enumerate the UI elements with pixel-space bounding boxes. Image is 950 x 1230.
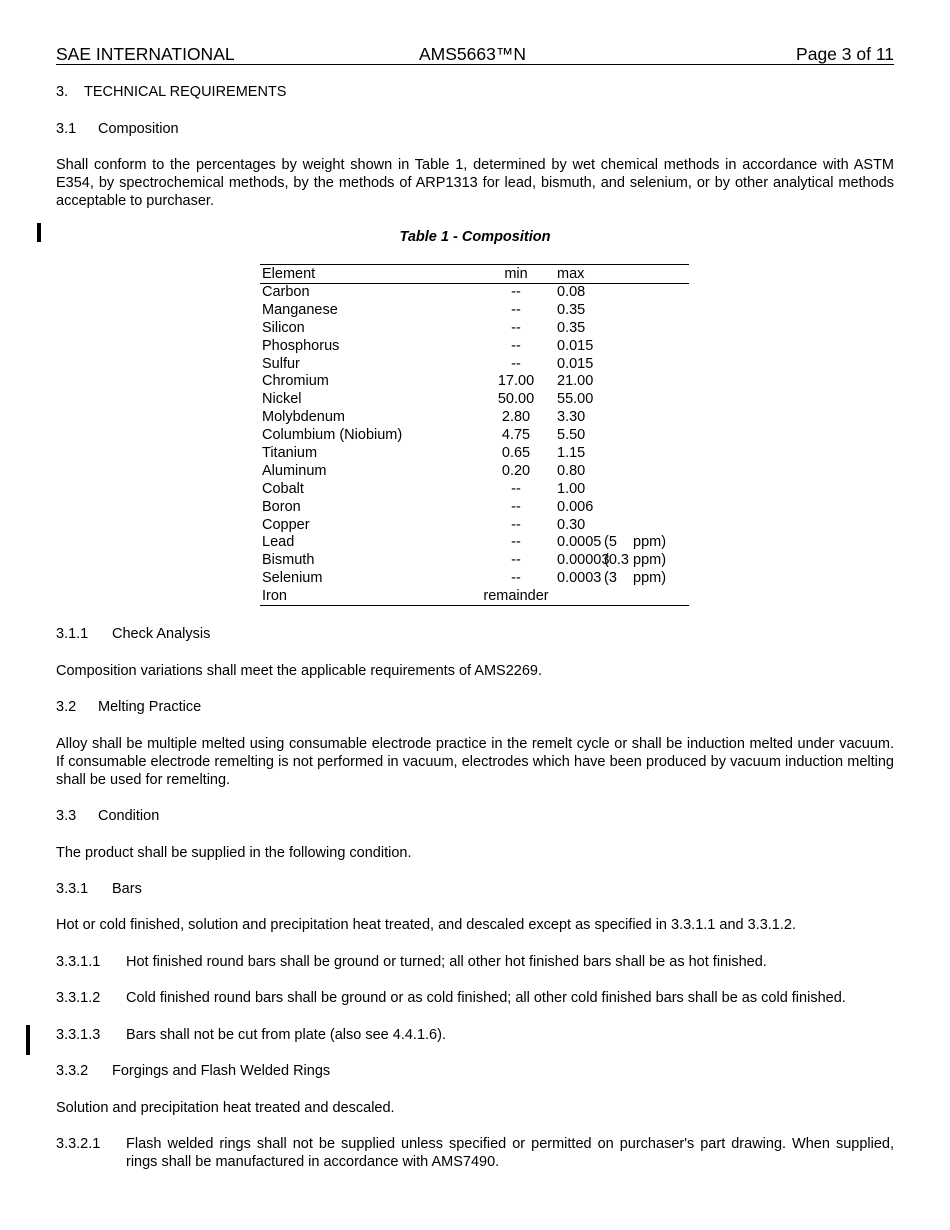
section-3-1-1-title: Check Analysis	[112, 626, 211, 642]
table-cell-max: 0.35	[557, 319, 586, 336]
table-cell-min: remainder	[483, 588, 549, 605]
table-header-element: Element	[262, 266, 316, 282]
section-3-3-1-title: Bars	[112, 881, 142, 897]
section-3-3-1-3-number: 3.3.1.3	[56, 1027, 101, 1043]
table-row	[260, 499, 689, 517]
table-cell-element: Aluminum	[262, 462, 327, 479]
table-row	[260, 338, 689, 356]
table-row	[260, 409, 689, 427]
table-row	[260, 373, 689, 391]
section-3-3-1-number: 3.3.1	[56, 881, 89, 897]
section-3-number: 3.	[56, 84, 69, 100]
table-cell-min: 4.75	[501, 427, 531, 444]
table-cell-element: Bismuth	[262, 552, 315, 569]
table-cell-ppm: (3 ppm)	[604, 570, 667, 587]
table-cell-max: 55.00	[557, 391, 594, 408]
section-3-3-2-title: Forgings and Flash Welded Rings	[112, 1063, 331, 1079]
table-cell-max: 1.00	[557, 480, 586, 497]
section-3-3-2-number: 3.3.2	[56, 1063, 89, 1079]
table-row	[260, 427, 689, 445]
table-cell-element: Columbium (Niobium)	[262, 427, 403, 444]
table-cell-max: 3.30	[557, 409, 586, 426]
table-cell-ppm: (0.3 ppm)	[604, 552, 667, 569]
table-cell-max: 0.30	[557, 516, 586, 533]
table-cell-min: --	[511, 284, 521, 300]
table-row	[260, 356, 689, 374]
table-cell-max: 21.00	[557, 373, 594, 390]
header-page-number: Page 3 of 11	[796, 44, 894, 64]
table-top-rule	[260, 264, 689, 265]
table-row	[260, 570, 689, 588]
table-cell-element: Carbon	[262, 284, 310, 300]
table-row	[260, 534, 689, 552]
table-header-min: min	[504, 266, 528, 282]
section-3-3-2-text: Solution and precipitation heat treated and descaled.	[56, 1100, 395, 1116]
table-cell-min: --	[511, 516, 521, 533]
section-3-2-text: Alloy shall be multiple melted using consumable electrode practice in the remelt cycle or shall be induction melted under vacuum. If consumable electrode remelting is not performed in vacuum, electrodes which have been produced by vacuum induction melting shall be used for remelting.	[56, 736, 894, 788]
table-cell-min: 50.00	[497, 391, 535, 408]
table-cell-max: 0.35	[557, 301, 586, 318]
section-3-3-1-1-text: Hot finished round bars shall be ground or turned; all other hot finished bars shall be as hot finished.	[126, 954, 767, 970]
table-row	[260, 517, 689, 535]
section-3-3-1-text: Hot or cold finished, solution and precipitation heat treated, and descaled except as specified in 3.3.1.1 and 3.3.1.2.	[56, 917, 796, 933]
table-cell-element: Sulfur	[262, 355, 300, 372]
table-cell-element: Molybdenum	[262, 409, 346, 426]
table-cell-max: 1.15	[557, 445, 586, 462]
table-row	[260, 481, 689, 499]
table-cell-min: --	[511, 552, 521, 569]
section-3-1-1-text: Composition variations shall meet the applicable requirements of AMS2269.	[56, 663, 543, 679]
table-cell-element: Lead	[262, 534, 295, 551]
table-cell-min: --	[511, 570, 521, 587]
table-row	[260, 463, 689, 481]
table-cell-max: 0.015	[557, 337, 594, 354]
table-cell-element: Iron	[262, 588, 287, 605]
table-cell-min: --	[511, 355, 521, 372]
table-cell-max: 5.50	[557, 427, 586, 444]
section-3-3-title: Condition	[98, 808, 160, 824]
table-cell-element: Boron	[262, 498, 301, 515]
section-3-2-number: 3.2	[56, 699, 77, 715]
table-row	[260, 588, 689, 606]
table-row	[260, 284, 689, 302]
table-row	[260, 320, 689, 338]
table-row	[260, 552, 689, 570]
table-cell-element: Phosphorus	[262, 337, 340, 354]
composition-table-body	[260, 284, 689, 606]
table-cell-element: Titanium	[262, 445, 318, 462]
revision-change-bar	[26, 1025, 30, 1055]
section-3-3-1-2-number: 3.3.1.2	[56, 990, 101, 1006]
section-3-3-text: The product shall be supplied in the following condition.	[56, 845, 412, 861]
table-cell-max: 0.08	[557, 284, 586, 300]
table-cell-ppm: (5 ppm)	[604, 534, 667, 551]
table-cell-min: --	[511, 337, 521, 354]
table-cell-element: Chromium	[262, 373, 329, 390]
table-cell-element: Copper	[262, 516, 310, 533]
section-3-3-1-2-text: Cold finished round bars shall be ground or as cold finished; all other cold finished bars shall be as cold finished.	[126, 990, 846, 1006]
section-3-1-1-number: 3.1.1	[56, 626, 89, 642]
table-cell-max: 0.00003	[557, 552, 610, 569]
table-cell-min: 0.65	[501, 445, 531, 462]
table-cell-max: 0.80	[557, 462, 586, 479]
section-3-1-text: Shall conform to the percentages by weight shown in Table 1, determined by wet chemical methods in accordance with ASTM E354, by spectrochemical methods, by the methods of ARP1313 for lead, bismuth, and selenium, or by other analytical methods acceptable to purchaser.	[56, 157, 894, 209]
table-caption: Table 1 - Composition	[399, 229, 551, 245]
table-cell-min: 2.80	[501, 409, 531, 426]
header-organization: SAE INTERNATIONAL	[56, 44, 235, 64]
table-header-row	[260, 266, 689, 283]
table-row	[260, 445, 689, 463]
table-cell-element: Selenium	[262, 570, 323, 587]
section-3-2-title: Melting Practice	[98, 699, 202, 715]
table-cell-min: 0.20	[501, 462, 531, 479]
table-row	[260, 302, 689, 320]
table-cell-element: Manganese	[262, 301, 338, 318]
table-cell-min: 17.00	[497, 373, 535, 390]
table-cell-min: --	[511, 301, 521, 318]
table-cell-max: 0.0003	[557, 570, 602, 587]
section-3-1-number: 3.1	[56, 121, 77, 137]
table-cell-element: Cobalt	[262, 480, 304, 497]
section-3-3-1-1-number: 3.3.1.1	[56, 954, 101, 970]
table-cell-element: Nickel	[262, 391, 302, 408]
table-row	[260, 391, 689, 409]
table-cell-min: --	[511, 319, 521, 336]
section-3-3-2-1-text: Flash welded rings shall not be supplied unless specified or permitted on purchaser's part drawing. When supplied, rings shall be manufactured in accordance with AMS7490.	[126, 1136, 894, 1170]
page-header	[56, 44, 894, 65]
header-document-number: AMS5663™N	[419, 44, 526, 64]
section-3-3-2-1-number: 3.3.2.1	[56, 1136, 101, 1152]
table-bottom-rule	[260, 605, 689, 606]
section-3-3-number: 3.3	[56, 808, 77, 824]
table-cell-min: --	[511, 534, 521, 551]
section-3-3-1-3-text: Bars shall not be cut from plate (also see 4.4.1.6).	[126, 1027, 446, 1043]
table-cell-max: 0.0005	[557, 534, 602, 551]
table-cell-min: --	[511, 498, 521, 515]
table-cell-min: --	[511, 480, 521, 497]
table-cell-element: Silicon	[262, 319, 305, 336]
table-header-max: max	[557, 266, 585, 282]
section-3-1-title: Composition	[98, 121, 179, 137]
table-cell-max: 0.015	[557, 355, 594, 372]
table-cell-max: 0.006	[557, 498, 594, 515]
section-3-title: TECHNICAL REQUIREMENTS	[84, 84, 287, 100]
